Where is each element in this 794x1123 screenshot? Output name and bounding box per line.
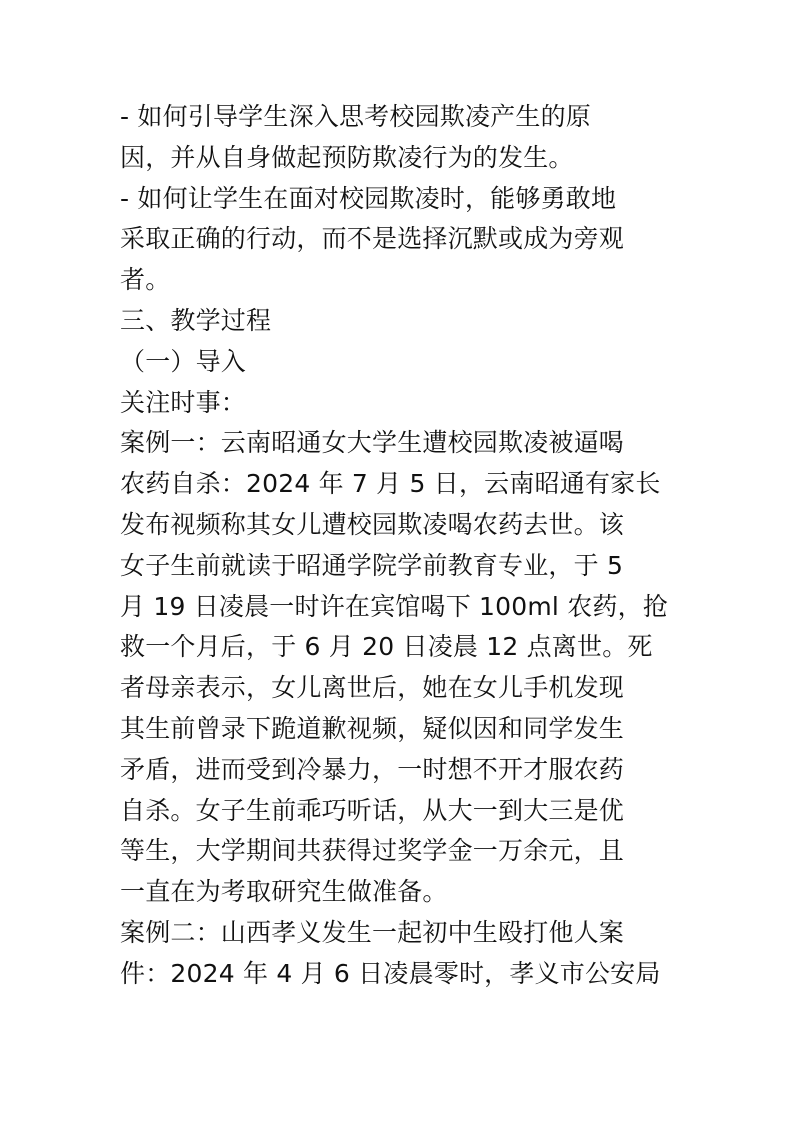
text-line: 其生前曾录下跪道歉视频，疑似因和同学发生 — [120, 713, 625, 743]
text-line: 者。 — [120, 265, 171, 295]
text-line: 因，并从自身做起预防欺凌行为的发生。 — [120, 142, 574, 172]
text-line: 农药自杀：2024 年 7 月 5 日，云南昭通有家长 — [120, 469, 661, 499]
section-heading: 三、教学过程 — [120, 305, 272, 335]
text-line: 者母亲表示，女儿离世后，她在女儿手机发现 — [120, 673, 625, 703]
text-line: 采取正确的行动，而不是选择沉默或成为旁观 — [120, 224, 625, 254]
document-body — [120, 97, 680, 995]
text-line: 一直在为考取研究生做准备。 — [120, 877, 448, 907]
text-line: 案例一：云南昭通女大学生遭校园欺凌被逼喝 — [120, 428, 625, 458]
text-line: 月 19 日凌晨一时许在宾馆喝下 100ml 农药，抢 — [120, 591, 669, 621]
text-line: - 如何引导学生深入思考校园欺凌产生的原 — [120, 102, 591, 131]
text-line: 矛盾，进而受到冷暴力，一时想不开才服农药 — [120, 754, 625, 784]
subsection-heading: （一）导入 — [120, 346, 247, 376]
text-line: 自杀。女子生前乖巧听话，从大一到大三是优 — [120, 795, 625, 825]
text-line: 发布视频称其女儿遭校园欺凌喝农药去世。该 — [120, 509, 625, 539]
text-line: 关注时事： — [120, 387, 247, 417]
text-line: 案例二：山西孝义发生一起初中生殴打他人案 — [120, 917, 625, 947]
text-line: 救一个月后，于 6 月 20 日凌晨 12 点离世。死 — [120, 632, 653, 662]
text-line: 件：2024 年 4 月 6 日凌晨零时，孝义市公安局 — [120, 958, 661, 988]
text-line: 等生，大学期间共获得过奖学金一万余元，且 — [120, 836, 625, 866]
text-line: - 如何让学生在面对校园欺凌时，能够勇敢地 — [120, 183, 617, 213]
text-line: 女子生前就读于昭通学院学前教育专业，于 5 — [120, 550, 624, 580]
